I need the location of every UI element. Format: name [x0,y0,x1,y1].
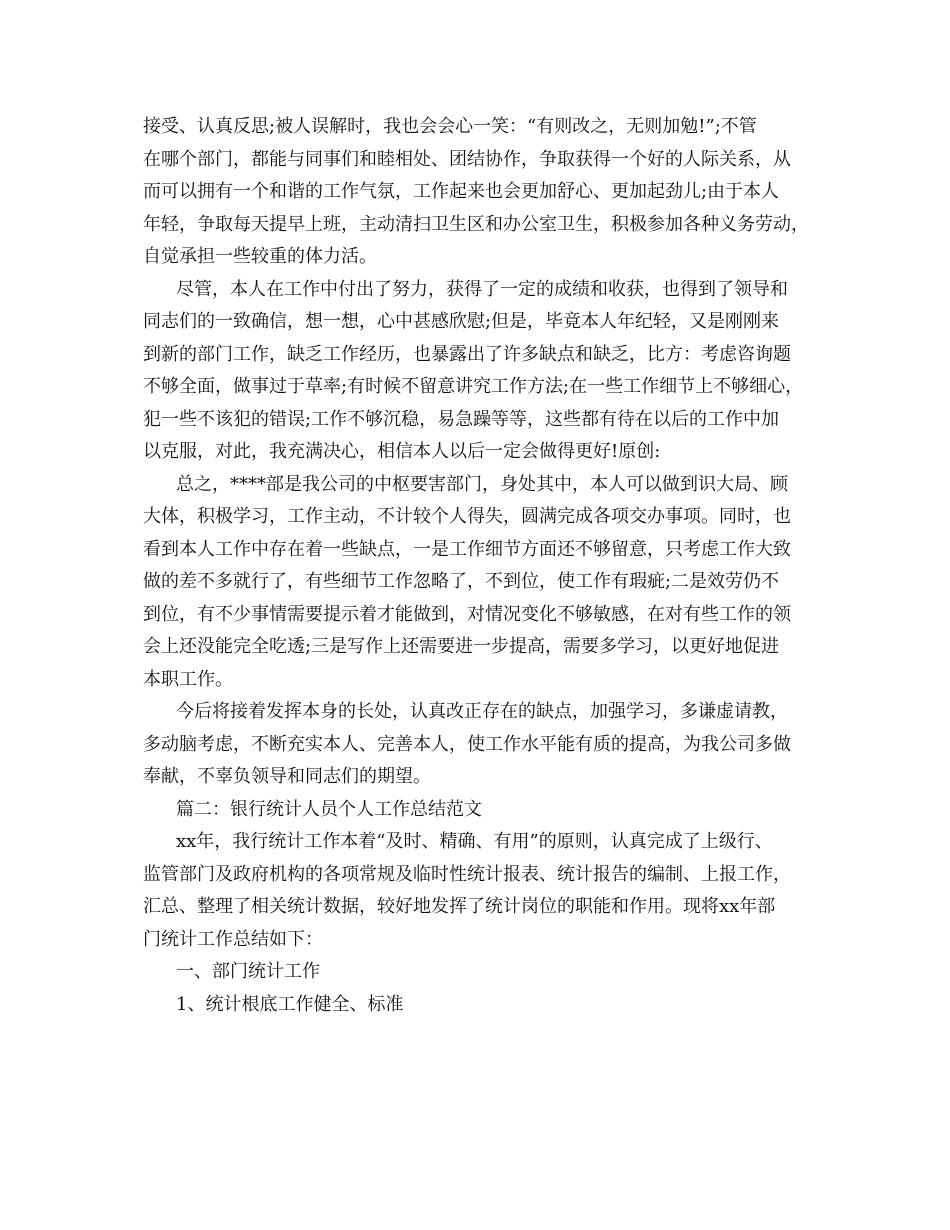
paragraph-start-line: 总之，****部是我公司的中枢要害部门，身处其中，本人可以做到识大局、顾 [176,473,788,495]
subsection-heading: 1、统计根底工作健全、标准 [176,993,404,1015]
text-line: 在哪个部门，都能与同事们和睦相处、团结协作，争取获得一个好的人际关系，从 [143,148,791,170]
text-line: 犯一些不该犯的错误;工作不够沉稳，易急躁等等，这些都有待在以后的工作中加 [143,408,780,430]
text-line: 而可以拥有一个和谐的工作气氛，工作起来也会更加舒心、更加起劲儿;由于本人 [143,181,780,202]
section-heading: 篇二：银行统计人员个人工作总结范文 [176,798,482,820]
text-line: 不够全面，做事过于草率;有时候不留意讲究工作方法;在一些工作细节上不够细心， [143,376,804,397]
subsection-heading: 一、部门统计工作 [176,961,320,982]
text-line: 同志们的一致确信，想一想，心中甚感欣慰;但是，毕竟本人年纪轻，又是刚刚来 [143,311,780,332]
text-line: 奉献，不辜负领导和同志们的期望。 [143,766,431,787]
text-line: 本职工作。 [143,668,233,690]
text-line: 大体，积极学习，工作主动，不计较个人得失，圆满完成各项交办事项。同时，也 [143,506,791,527]
text-line: 门统计工作总结如下： [143,928,323,950]
text-line: 汇总、整理了相关统计数据，较好地发挥了统计岗位的职能和作用。现将xx年部 [143,896,776,917]
text-line: 多动脑考虑，不断充实本人、完善本人，使工作水平能有质的提高，为我公司多做 [143,733,791,755]
text-line: 接受、认真反思;被人误解时，我也会会心一笑：“有则改之，无则加勉!”;不管 [143,116,757,137]
document-body [143,111,815,1021]
paragraph-start-line: xx年，我行统计工作本着“及时、精确、有用”的原则，认真完成了上级行、 [176,831,773,852]
text-line: 年轻，争取每天提早上班，主动清扫卫生区和办公室卫生，积极参加各种义务劳动， [143,213,809,235]
text-line: 到位，有不少事情需要提示着才能做到，对情况变化不够敏感，在对有些工作的领 [143,603,791,625]
text-line: 自觉承担一些较重的体力活。 [143,246,377,267]
text-line: 监管部门及政府机构的各项常规及临时性统计报表、统计报告的编制、上报工作， [143,863,791,885]
text-line: 做的差不多就行了，有些细节工作忽略了，不到位，使工作有瑕疵;二是效劳仍不 [143,571,780,592]
text-line: 以克服，对此，我充满决心，相信本人以后一定会做得更好!原创: [143,441,661,462]
text-line: 到新的部门工作，缺乏工作经历，也暴露出了许多缺点和缺乏，比方：考虑咨询题 [143,343,791,365]
text-line: 会上还没能完全吃透;三是写作上还需要进一步提高，需要多学习，以更好地促进 [143,636,780,657]
text-line: 看到本人工作中存在着一些缺点，一是工作细节方面还不够留意，只考虑工作大致 [143,538,791,560]
paragraph-start-line: 今后将接着发挥本身的长处，认真改正存在的缺点，加强学习，多谦虚请教， [176,701,788,722]
paragraph-start-line: 尽管，本人在工作中付出了努力，获得了一定的成绩和收获，也得到了领导和 [176,278,788,300]
